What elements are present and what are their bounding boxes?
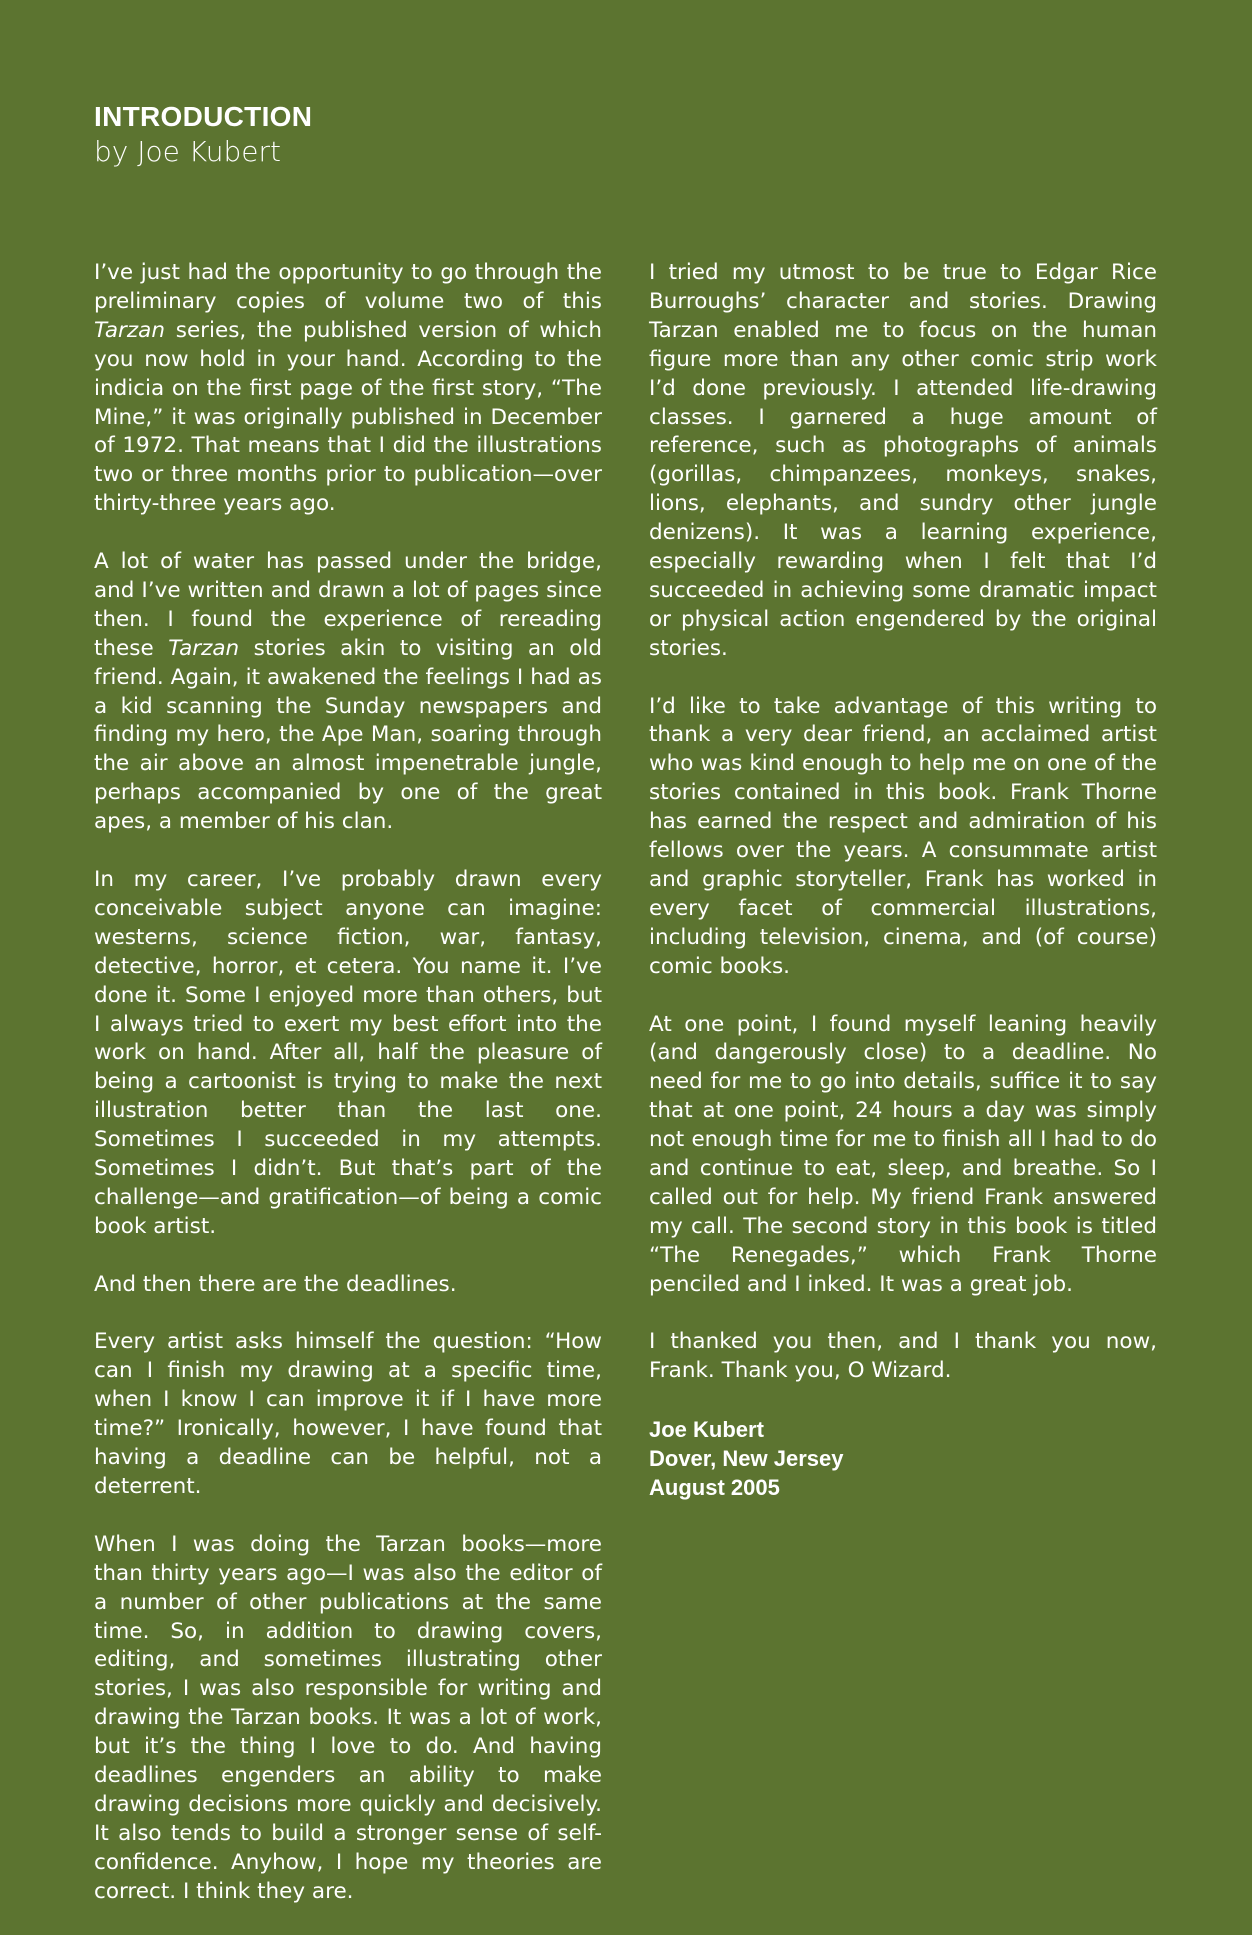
- title-italic: Tarzan: [168, 635, 240, 661]
- signature-name: Joe Kubert: [649, 1417, 764, 1443]
- paragraph-thanks-friend: I’d like to take advantage of this writing to thank a very dear friend, an acclaimed artist who was kind enough to help me on one of the stories contained in this book. Frank Thorne has earned the respect and admiration of his fellows over the years. A consummate artist and graphic storyteller, Frank has worked in every facet of commercial illustrations, including television, cinema, and (of course) comic books.: [649, 693, 1157, 979]
- paragraph-deadline-help: At one point, I found myself leaning heavily (and dangerously close) to a deadline. No need for me to go into details, suffice it to say that at one point, 24 hours a day was simply not enough time for me to finish all I had to do and continue to eat, sleep, and breathe. So I called out for help. My friend Frank answered my call. The second story in this book is titled “The Renegades,” which Frank Thorne penciled and I inked. It was a great job.: [649, 1011, 1157, 1297]
- paragraph-burroughs: I tried my utmost to be true to Edgar Rice Burroughs’ character and stories. Drawing Tarzan enabled me to focus on the human figure more than any other comic strip work I’d done previously. I attended life-drawing classes. I garnered a huge amount of reference, such as photographs of animals (gorillas, chimpanzees, monkeys, snakes, lions, elephants, and sundry other jungle denizens). It was a learning experience, especially rewarding when I felt that I’d succeeded in achieving some dramatic impact or physical action engendered by the original stories.: [649, 260, 1157, 661]
- title-italic: Tarzan: [94, 317, 165, 343]
- paragraph-text: stories akin to visiting an old friend. Again, it awakened the feelings I had as a kid scanning the Sunday newspapers and finding my hero, the Ape Man, soaring through the air above an almost impenetrable jungle, perhaps accompanied by one of the great apes, a member of his clan.: [94, 635, 602, 835]
- page-header: [94, 100, 312, 170]
- paragraph-opening: [94, 259, 602, 519]
- left-column: [94, 259, 602, 1935]
- paragraph-water-under-bridge: [94, 548, 602, 837]
- signature-place: Dover, New Jersey: [649, 1446, 844, 1472]
- paragraph-artist-question: Every artist asks himself the question: “How can I finish my drawing at a specific time, when I know I can improve it if I have more time?” Ironically, however, I have found that having a deadline can be helpful, not a deterrent.: [94, 1329, 602, 1499]
- author-byline: by Joe Kubert: [94, 135, 281, 168]
- right-column: [649, 259, 1157, 1502]
- signature-date: August 2005: [649, 1475, 780, 1501]
- paragraph-text: A lot of water has passed under the bridge, and I’ve written and drawn a lot of pages since then. I found the experience of rereading these: [94, 549, 602, 661]
- page-title: INTRODUCTION: [94, 101, 313, 132]
- paragraph-thank-you: I thanked you then, and I thank you now, Frank. Thank you, O Wizard.: [649, 1329, 1157, 1384]
- signature-block: [649, 1415, 1157, 1502]
- paragraph-deadlines: And then there are the deadlines.: [94, 1271, 457, 1297]
- paragraph-text: series, the published version of which you now hold in your hand. According to the indicia on the first page of the first story, “The Mine,” it was originally published in December of 1972. That means that I did the illustrations two or three months prior to publication—over thirty-three years ago.: [94, 317, 602, 517]
- paragraph-text: I’ve just had the opportunity to go through the preliminary copies of volume two of this: [94, 260, 602, 314]
- paragraph-career: In my career, I’ve probably drawn every conceivable subject anyone can imagine: westerns, science fiction, war, fantasy, detective, horror, et cetera. You name it. I’ve done it. Some I enjoyed more than others, but I always tried to exert my best effort into the work on hand. After all, half the pleasure of being a cartoonist is trying to make the next illustration better than the last one. Sometimes I succeeded in my attempts. Sometimes I didn’t. But that’s part of the challenge—and gratification—of being a comic book artist.: [94, 867, 602, 1239]
- paragraph-editor: When I was doing the Tarzan books—more than thirty years ago—I was also the editor of a number of other publications at the same time. So, in addition to drawing covers, editing, and sometimes illustrating other stories, I was also responsible for writing and drawing the Tarzan books. It was a lot of work, but it’s the thing I love to do. And having deadlines engenders an ability to make drawing decisions more quickly and decisively. It also tends to build a stronger sense of self-confidence. Anyhow, I hope my theories are correct. I think they are.: [94, 1531, 602, 1904]
